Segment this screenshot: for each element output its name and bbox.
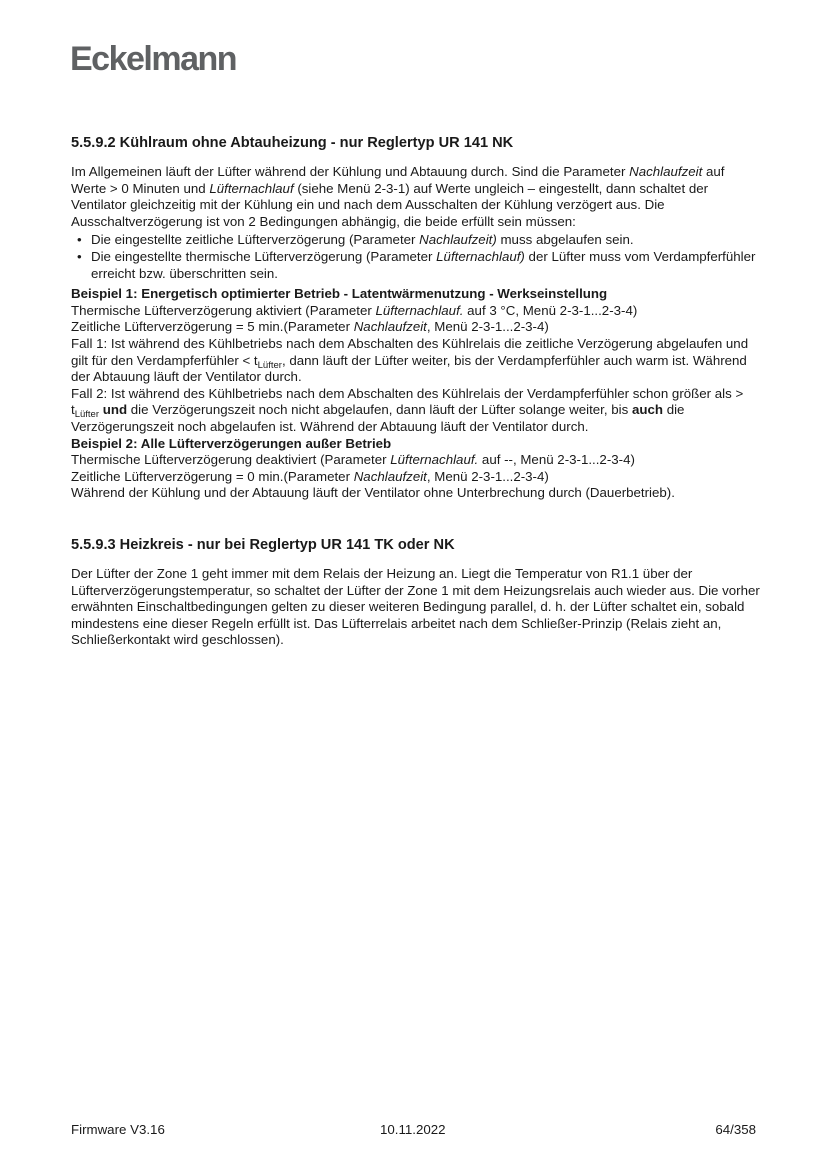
intro-paragraph bbox=[71, 164, 761, 230]
example-2-line: Während der Kühlung und der Abtauung läuft der Ventilator ohne Unterbrechung durch (Dauerbetrieb). bbox=[71, 485, 675, 501]
intro-text: (siehe Menü 2-3-1) auf Werte ungleich – eingestellt, dann schaltet der Ventilator gleichzeitig mit der Kühlung ein und nach dem Ausschalten der Kühlung verzögert aus. Die Ausschaltverzögerung ist von 2 Bedingungen abhängig, die beide erfüllt sein müssen: bbox=[71, 180, 709, 229]
footer-firmware: Firmware V3.16 bbox=[71, 1122, 165, 1137]
section-heading-5-5-9-2: 5.5.9.2 Kühlraum ohne Abtauheizung - nur Reglertyp UR 141 NK bbox=[71, 135, 514, 151]
example-2 bbox=[71, 436, 761, 502]
page-footer bbox=[71, 1122, 756, 1140]
example-2-line: Thermische Lüfterverzögerung deaktiviert (Parameter Lüfternachlauf. auf --, Menü 2-3-1...2-3-4) bbox=[71, 452, 635, 468]
footer-date: 10.11.2022 bbox=[380, 1122, 446, 1137]
intro-text: Im Allgemeinen läuft der Lüfter während der Kühlung und Abtauung durch. Sind die Parameter bbox=[71, 164, 630, 179]
example-1-fall-1: Fall 1: Ist während des Kühlbetriebs nach dem Abschalten des Kühlrelais die zeitliche Verzögerung abgelaufen und gilt für den Verdampferfühler < $t_{Lüfter}$, dann läuft der Lüfter weiter, bis der Verdampferfühler auch warm ist. Während der Abtauung läuft der Ventilator durch. bbox=[71, 335, 749, 385]
example-1 bbox=[71, 286, 761, 435]
condition-list bbox=[71, 232, 761, 282]
example-1-line: Zeitliche Lüfterverzögerung = 5 min.(Parameter Nachlaufzeit, Menü 2-3-1...2-3-4) bbox=[71, 319, 549, 335]
example-1-fall-2: Fall 2: Ist während des Kühlbetriebs nach dem Abschalten des Kühlrelais der Verdampferfühler schon größer als > $t_{Lüfter}$ und die Verzögerungszeit noch nicht abgelaufen, dann läuft der Lüfter solange weiter, bis auch die Verzögerungszeit noch abgelaufen ist. Während der Abtauung läuft der Ventilator durch. bbox=[71, 385, 744, 434]
section-heizkreis bbox=[71, 536, 761, 649]
intro-text: auf Werte > 0 Minuten und bbox=[71, 164, 725, 196]
example-1-line: Thermische Lüfterverzögerung aktiviert (Parameter Lüfternachlauf. auf 3 °C, Menü 2-3-1...2-3-4) bbox=[71, 302, 638, 318]
eckelmann-logo: Eckelmann bbox=[70, 40, 237, 78]
list-item: • Die eingestellte thermische Lüfterverzögerung (Parameter Lüfternachlauf) der Lüfter muss vom Verdampferfühler erreicht bzw. überschritten sein. bbox=[71, 249, 761, 282]
param-nachlaufzeit: Nachlaufzeit bbox=[629, 164, 703, 179]
example-2-title: Beispiel 2: Alle Lüfterverzögerungen außer Betrieb bbox=[71, 435, 392, 451]
example-1-title: Beispiel 1: Energetisch optimierter Betrieb - Latentwärmenutzung - Werkseinstellung bbox=[71, 286, 608, 302]
footer-page-number: 64/358 bbox=[715, 1122, 756, 1137]
section-kuehlraum bbox=[71, 134, 761, 502]
param-luefternachlauf: Lüfternachlauf bbox=[209, 180, 294, 196]
example-2-line: Zeitliche Lüfterverzögerung = 0 min.(Parameter Nachlaufzeit, Menü 2-3-1...2-3-4) bbox=[71, 468, 549, 484]
list-item: • Die eingestellte zeitliche Lüfterverzögerung (Parameter Nachlaufzeit) muss abgelaufen sein. bbox=[71, 232, 761, 249]
section-heading-5-5-9-3: 5.5.9.3 Heizkreis - nur bei Reglertyp UR 141 TK oder NK bbox=[71, 537, 455, 553]
heizkreis-paragraph: Der Lüfter der Zone 1 geht immer mit dem Relais der Heizung an. Liegt die Temperatur von R1.1 über der Lüfterverzögerungstemperatur, so schaltet der Lüfter der Zone 1 mit dem Heizungsrelais auch wieder aus. Die vorher erwähnten Einschaltbedingungen gelten zu dieser weiteren Bedingung parallel, d. h. der Lüfter schaltet ein, sobald mindestens eine dieser Regeln erfüllt ist. Das Lüfterrelais arbeitet nach dem Schließer-Prinzip (Relais zieht an, Schließerkontakt wird geschlossen). bbox=[71, 566, 760, 648]
